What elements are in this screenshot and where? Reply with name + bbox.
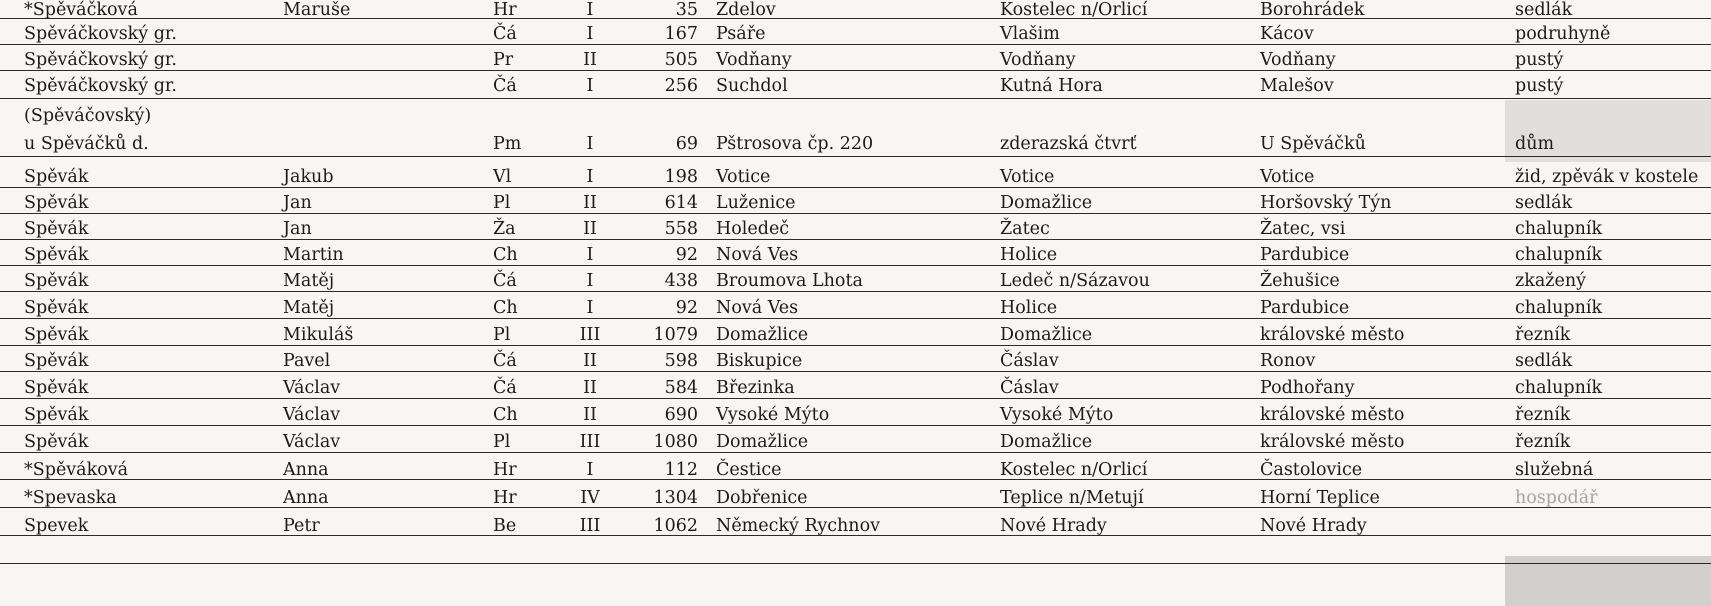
cell-region: Ža (493, 219, 516, 239)
cell-part: I (586, 167, 594, 187)
cell-status: chalupník (1515, 245, 1603, 265)
cell-surname: *Spěváčková (24, 0, 138, 20)
cell-part: III (579, 432, 601, 452)
cell-status: žid, zpěvák v kostele (1515, 167, 1699, 187)
cell-place: Biskupice (716, 351, 803, 371)
cell-surname: *Spevaska (24, 488, 117, 508)
cell-manor: Borohrádek (1260, 0, 1365, 20)
cell-place: Zdelov (716, 0, 776, 20)
cell-page: 598 (664, 351, 698, 371)
cell-estate: Holice (1000, 298, 1058, 318)
cell-surname: u Spěváčků d. (24, 134, 149, 154)
cell-place: Pštrosova čp. 220 (716, 134, 874, 154)
cell-manor: Pardubice (1260, 298, 1350, 318)
cell-estate: Vlašim (1000, 24, 1060, 44)
cell-estate: Kutná Hora (1000, 76, 1103, 96)
cell-part: I (586, 271, 594, 291)
table-row (0, 20, 1711, 48)
cell-page: 198 (664, 167, 698, 187)
cell-given: Mikuláš (283, 325, 354, 345)
cell-region: Čá (493, 378, 517, 398)
cell-place: Německý Rychnov (716, 516, 880, 536)
cell-status: sedlák (1515, 0, 1573, 20)
cell-estate: zderazská čtvrť (1000, 134, 1137, 154)
table-row (0, 321, 1711, 349)
cell-page: 690 (664, 405, 698, 425)
cell-surname: Spevek (24, 516, 89, 536)
cell-part: II (583, 351, 597, 371)
cell-given: Anna (283, 460, 329, 480)
cell-place: Domažlice (716, 325, 809, 345)
cell-given: Matěj (283, 271, 335, 291)
cell-region: Vl (493, 167, 512, 187)
table-row (0, 163, 1711, 191)
cell-region: Ch (493, 405, 518, 425)
cell-given: Václav (283, 432, 341, 452)
cell-estate: Domažlice (1000, 193, 1093, 213)
cell-part: I (586, 245, 594, 265)
cell-status: chalupník (1515, 298, 1603, 318)
cell-surname: Spěváčkovský gr. (24, 50, 177, 70)
cell-manor: Žatec, vsi (1260, 219, 1346, 239)
cell-part: III (579, 325, 601, 345)
cell-place: Vysoké Mýto (716, 405, 830, 425)
cell-region: Pl (493, 432, 511, 452)
cell-page: 505 (664, 50, 698, 70)
cell-estate: Holice (1000, 245, 1058, 265)
cell-page: 35 (675, 0, 698, 20)
cell-place: Broumova Lhota (716, 271, 863, 291)
cell-page: 1080 (653, 432, 698, 452)
cell-place: Dobřenice (716, 488, 808, 508)
cell-part: IV (580, 488, 600, 508)
cell-status: sedlák (1515, 351, 1573, 371)
cell-surname: Spěvák (24, 432, 89, 452)
cell-place: Domažlice (716, 432, 809, 452)
cell-region: Čá (493, 76, 517, 96)
table-row (0, 72, 1711, 100)
cell-manor: královské město (1260, 405, 1405, 425)
cell-region: Čá (493, 271, 517, 291)
cell-estate: Čáslav (1000, 351, 1059, 371)
cell-manor: Pardubice (1260, 245, 1350, 265)
cell-place: Holedeč (716, 219, 790, 239)
cell-page: 256 (664, 76, 698, 96)
cell-place: Vodňany (716, 50, 792, 70)
cell-given: Jakub (283, 167, 334, 187)
cell-given: Petr (283, 516, 320, 536)
table-row (0, 401, 1711, 429)
table-row (0, 347, 1711, 375)
table-row (0, 512, 1711, 540)
table-row (0, 130, 1711, 158)
cell-place: Březinka (716, 378, 795, 398)
cell-part: I (586, 24, 594, 44)
cell-place: Votice (716, 167, 771, 187)
cell-surname: Spěvák (24, 167, 89, 187)
cell-estate: Kostelec n/Orlicí (1000, 0, 1148, 20)
cell-region: Pr (493, 50, 514, 70)
cell-given: Pavel (283, 351, 331, 371)
table-row (0, 428, 1711, 456)
table-row (0, 215, 1711, 243)
cell-surname: Spěváčkovský gr. (24, 24, 177, 44)
cell-status: řezník (1515, 325, 1571, 345)
cell-estate: Čáslav (1000, 378, 1059, 398)
cell-region: Pl (493, 325, 511, 345)
table-row (0, 267, 1711, 295)
cell-estate: Kostelec n/Orlicí (1000, 460, 1148, 480)
cell-status: zkažený (1515, 271, 1586, 291)
cell-surname: (Spěváčovský) (24, 106, 152, 126)
cell-given: Martin (283, 245, 344, 265)
cell-surname: Spěváčkovský gr. (24, 76, 177, 96)
cell-status: hospodář (1515, 488, 1598, 508)
cell-surname: *Spěváková (24, 460, 129, 480)
table-row (0, 374, 1711, 402)
cell-status: řezník (1515, 405, 1571, 425)
cell-given: Václav (283, 405, 341, 425)
cell-place: Nová Ves (716, 298, 799, 318)
cell-page: 558 (664, 219, 698, 239)
cell-manor: královské město (1260, 432, 1405, 452)
cell-status: služebná (1515, 460, 1594, 480)
cell-surname: Spěvák (24, 378, 89, 398)
cell-surname: Spěvák (24, 193, 89, 213)
cell-estate: Votice (1000, 167, 1055, 187)
cell-part: III (579, 516, 601, 536)
cell-page: 614 (664, 193, 698, 213)
cell-status: chalupník (1515, 219, 1603, 239)
cell-status: pustý (1515, 76, 1564, 96)
cell-estate: Ledeč n/Sázavou (1000, 271, 1150, 291)
cell-part: II (583, 378, 597, 398)
cell-region: Pl (493, 193, 511, 213)
cell-given: Václav (283, 378, 341, 398)
table-row (0, 456, 1711, 484)
cell-page: 584 (664, 378, 698, 398)
cell-given: Jan (283, 193, 312, 213)
cell-region: Hr (493, 0, 517, 20)
cell-estate: Vodňany (1000, 50, 1076, 70)
cell-estate: Vysoké Mýto (1000, 405, 1114, 425)
cell-estate: Domažlice (1000, 325, 1093, 345)
cell-region: Čá (493, 24, 517, 44)
cell-place: Čestice (716, 460, 782, 480)
cell-given: Matěj (283, 298, 335, 318)
cell-manor: královské město (1260, 325, 1405, 345)
row-rule (0, 563, 1711, 564)
table-row (0, 241, 1711, 269)
cell-region: Pm (493, 134, 522, 154)
cell-page: 92 (675, 245, 698, 265)
cell-surname: Spěvák (24, 219, 89, 239)
cell-page: 92 (675, 298, 698, 318)
cell-surname: Spěvák (24, 325, 89, 345)
cell-part: II (583, 50, 597, 70)
cell-manor: Horní Teplice (1260, 488, 1380, 508)
cell-region: Ch (493, 245, 518, 265)
cell-region: Čá (493, 351, 517, 371)
cell-part: II (583, 219, 597, 239)
cell-surname: Spěvák (24, 245, 89, 265)
cell-region: Be (493, 516, 517, 536)
cell-surname: Spěvák (24, 271, 89, 291)
cell-manor: Žehušice (1260, 271, 1340, 291)
cell-page: 438 (664, 271, 698, 291)
cell-page: 1304 (653, 488, 698, 508)
cell-status: pustý (1515, 50, 1564, 70)
cell-region: Hr (493, 460, 517, 480)
cell-manor: Votice (1260, 167, 1315, 187)
table-row (0, 484, 1711, 512)
cell-status: podruhyně (1515, 24, 1611, 44)
cell-given: Jan (283, 219, 312, 239)
cell-manor: Vodňany (1260, 50, 1336, 70)
cell-given: Anna (283, 488, 329, 508)
cell-status: sedlák (1515, 193, 1573, 213)
cell-manor: Častolovice (1260, 460, 1363, 480)
cell-surname: Spěvák (24, 298, 89, 318)
cell-part: II (583, 193, 597, 213)
cell-estate: Domažlice (1000, 432, 1093, 452)
cell-manor: Ronov (1260, 351, 1316, 371)
cell-status: dům (1515, 134, 1555, 154)
cell-place: Nová Ves (716, 245, 799, 265)
cell-page: 112 (664, 460, 698, 480)
table-row (0, 46, 1711, 74)
cell-part: I (586, 134, 594, 154)
cell-manor: Malešov (1260, 76, 1334, 96)
cell-manor: U Spěváčků (1260, 134, 1366, 154)
cell-place: Suchdol (716, 76, 788, 96)
cell-page: 1079 (653, 325, 698, 345)
table-row (0, 102, 1711, 130)
cell-status: chalupník (1515, 378, 1603, 398)
cell-part: I (586, 298, 594, 318)
cell-surname: Spěvák (24, 405, 89, 425)
cell-part: I (586, 76, 594, 96)
cell-page: 1062 (653, 516, 698, 536)
cell-estate: Žatec (1000, 219, 1050, 239)
cell-part: I (586, 0, 594, 20)
cell-manor: Podhořany (1260, 378, 1355, 398)
cell-given: Maruše (283, 0, 351, 20)
table-row (0, 294, 1711, 322)
cell-region: Hr (493, 488, 517, 508)
cell-part: II (583, 405, 597, 425)
cell-estate: Nové Hrady (1000, 516, 1107, 536)
cell-manor: Horšovský Týn (1260, 193, 1392, 213)
cell-part: I (586, 460, 594, 480)
table-row (0, 189, 1711, 217)
cell-page: 69 (675, 134, 698, 154)
cell-page: 167 (664, 24, 698, 44)
cell-place: Psáře (716, 24, 766, 44)
cell-status: řezník (1515, 432, 1571, 452)
cell-surname: Spěvák (24, 351, 89, 371)
cell-manor: Nové Hrady (1260, 516, 1367, 536)
cell-region: Ch (493, 298, 518, 318)
cell-place: Luženice (716, 193, 796, 213)
cell-manor: Kácov (1260, 24, 1314, 44)
cell-estate: Teplice n/Metují (1000, 488, 1144, 508)
